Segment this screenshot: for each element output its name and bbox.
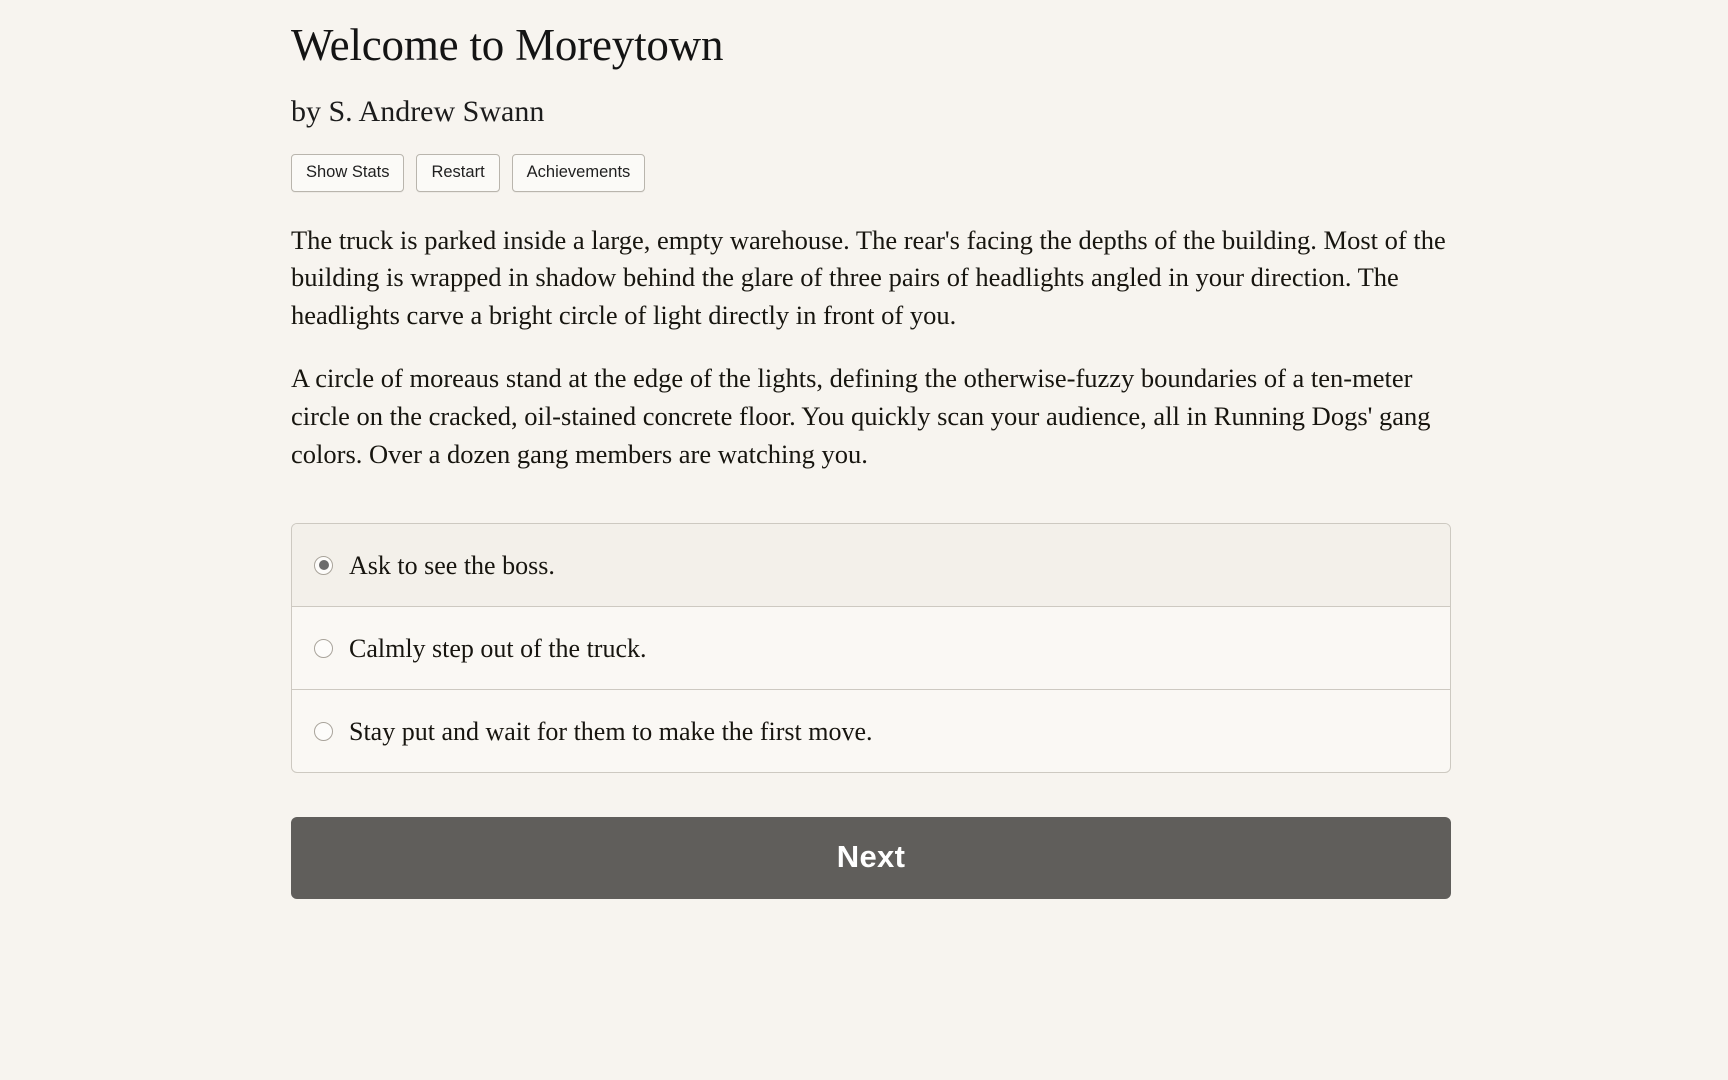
choice-option-2[interactable] — [292, 607, 1450, 690]
toolbar — [291, 154, 1451, 192]
page-title: Welcome to Moreytown — [291, 20, 724, 70]
restart-button[interactable]: Restart — [416, 154, 499, 192]
choice-label: Stay put and wait for them to make the first move. — [349, 716, 873, 746]
choice-option-3[interactable] — [292, 690, 1450, 772]
story-paragraph-2: A circle of moreaus stand at the edge of the lights, defining the otherwise-fuzzy boundaries of a ten-meter circle on the cracked, oil-stained concrete floor. You quickly scan your audience, all in Running Dogs' gang colors. Over a dozen gang members are watching you. — [291, 363, 1431, 469]
choice-label: Ask to see the boss. — [349, 550, 555, 580]
story-container — [291, 0, 1451, 899]
author-byline: by S. Andrew Swann — [291, 95, 545, 128]
radio-icon[interactable] — [314, 639, 333, 658]
choice-option-1[interactable] — [292, 524, 1450, 607]
achievements-button[interactable]: Achievements — [512, 154, 646, 192]
radio-icon[interactable] — [314, 556, 333, 575]
show-stats-button[interactable]: Show Stats — [291, 154, 404, 192]
next-button[interactable]: Next — [291, 817, 1451, 899]
choice-list — [291, 523, 1451, 773]
story-paragraph-1: The truck is parked inside a large, empty warehouse. The rear's facing the depths of the building. Most of the building is wrapped in shadow behind the glare of three pairs of headlights angled in your direction. The headlights carve a bright circle of light directly in front of you. — [291, 224, 1446, 330]
radio-icon[interactable] — [314, 722, 333, 741]
choice-label: Calmly step out of the truck. — [349, 633, 647, 663]
